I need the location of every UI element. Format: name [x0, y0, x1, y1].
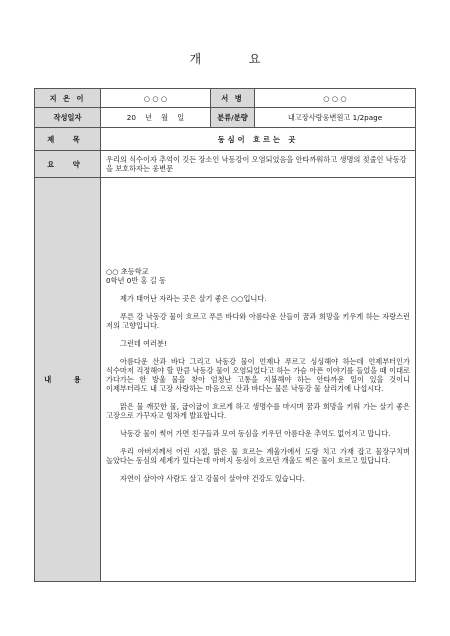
paragraph-5: 맑은 물 깨끗한 물, 굽이굽이 흐르게 하고 생명수를 마시며 꿈과 희망을 키워 가는 살기 좋은 고장으로 가꾸자고 힘차게 발표합니다. [106, 402, 410, 420]
summary-value: 우리의 식수이자 추억이 깃든 장소인 낙동강이 오염되었음을 안타까워하고 생명의 젖줄인 낙동강을 보호하자는 웅변문 [101, 151, 416, 178]
document-title: 개 요 [189, 52, 283, 66]
paragraph-8: 자연이 살아야 사람도 살고 강물이 살아야 건강도 있습니다. [120, 474, 305, 483]
category-value: 내고장사랑웅변원고 1/2page [255, 108, 416, 128]
content-row [35, 178, 416, 582]
publisher-value: ○ ○ ○ [255, 89, 416, 108]
content-label: 내 용 [35, 178, 101, 582]
publisher-label: 서 병 [211, 89, 255, 108]
date-row [35, 108, 416, 128]
content-body [101, 178, 416, 582]
paragraph-3: 그런데 여러분! [120, 339, 167, 348]
date-value: 20 년 월 일 [101, 108, 211, 128]
author-row [35, 89, 416, 108]
paragraph-4: 아름다운 산과 바다 그리고 낙동강 물이 언제나 푸르고 싱싱해야 하는데 언제부터인가 식수마저 걱정해야 할 만큼 낙동강 물이 오염되었다고 하는 가슴 아픈 이야기를 들었을 때 이대로 가다가는 한 방울 물을 찾아 엄청난 고통을 지불해야 하는 안타까운 일이 있을 것이니 이제부터라도 내 고장 사랑하는 마음으로 산과 바다는 물론 낙동강 물 살리기에 나섭시다. [106, 357, 410, 393]
category-label: 분류/분량 [211, 108, 255, 128]
paragraph-6: 낙동강 물이 썩어 가면 친구들과 모여 동심을 키우던 아름다운 추억도 없어지고 맙니다. [120, 429, 391, 438]
student-name: 0학년 0반 홍 길 동 [106, 276, 166, 285]
subject-value: 동심이 흐르는 곳 [101, 128, 416, 151]
subject-label: 제 목 [35, 128, 101, 151]
summary-row [35, 151, 416, 178]
summary-label: 요 약 [35, 151, 101, 178]
paragraph-2: 푸른 강 낙동강 물이 흐르고 푸른 바다와 아름다운 산들이 꿈과 희망을 키우게 하는 자랑스런 저의 고향입니다. [106, 312, 410, 330]
subject-row [35, 128, 416, 151]
school-name: ○○ 초등학교 [106, 267, 149, 276]
author-label: 지 은 이 [35, 89, 101, 108]
paragraph-1: 제가 태어난 자라는 곳은 살기 좋은 ○○입니다. [120, 294, 267, 303]
date-label: 작성일자 [35, 108, 101, 128]
paragraph-7: 우리 아버지께서 어린 시절, 맑은 물 흐르는 계울가에서 도랑 치고 가재 잡고 물장구치며 놀았다는 동심의 세계가 있다는데 아버지 동심이 흐르던 개울도 썩은 물이 흐르고 있답니다. [106, 447, 410, 465]
author-value: ○ ○ ○ [101, 89, 211, 108]
overview-form-table [34, 88, 416, 582]
